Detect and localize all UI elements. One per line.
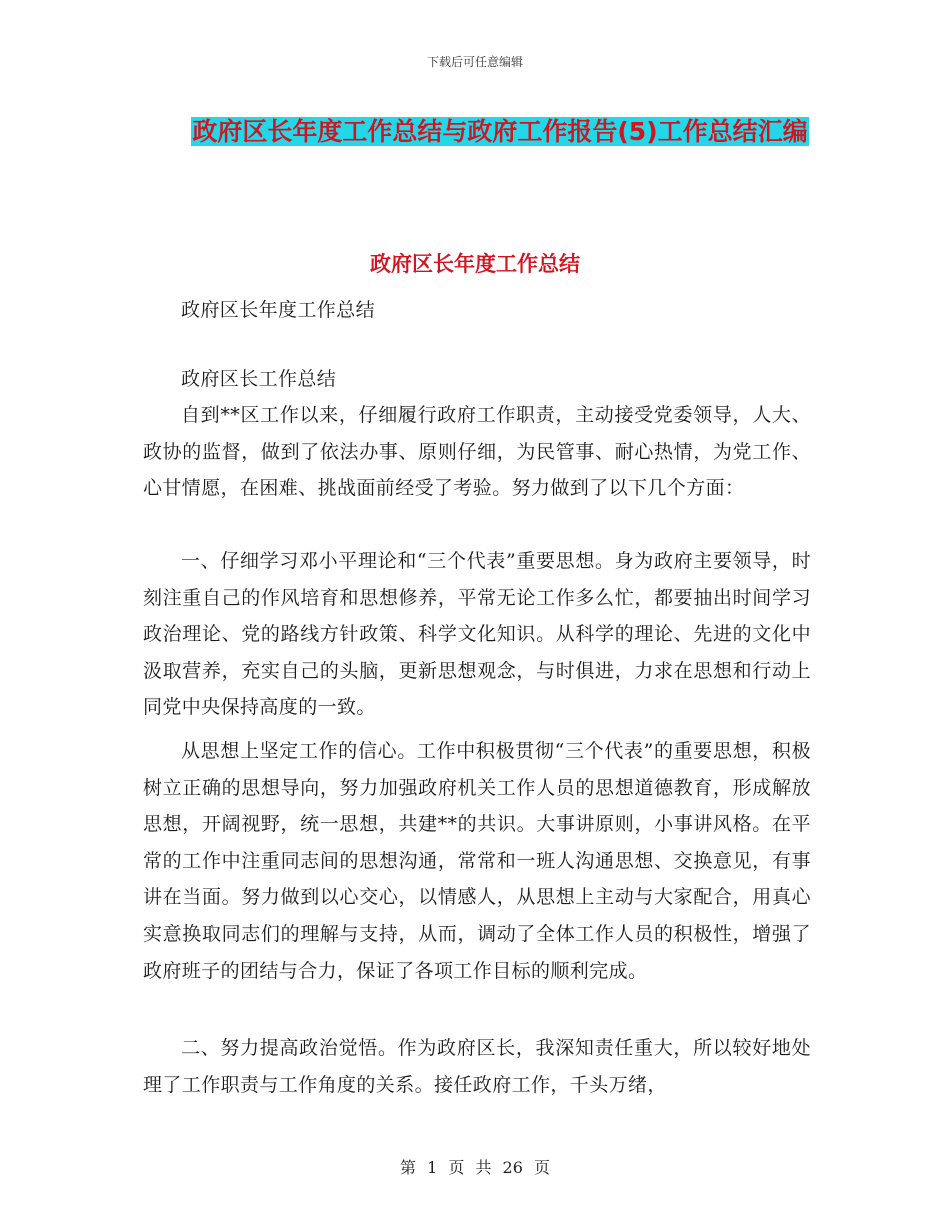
paragraph-body: 一、仔细学习邓小平理论和“三个代表”重要思想。身为政府主要领导，时刻注重自己的作风培育和思想修养，平常无论工作多么忙，都要抽出时间学习政治理论、党的路线方针政策、科学文化知识。从科学的理论、先进的文化中汲取营养，充实自己的头脑，更新思想观念，与时俱进，力求在思想和行动上同党中央保持高度的一致。 [143, 550, 811, 719]
paragraph-body: 从思想上坚定工作的信心。工作中积极贯彻“三个代表”的重要思想，积极树立正确的思想导向，努力加强政府机关工作人员的思想道德教育，形成解放思想，开阔视野，统一思想，共建**的共识。大事讲原则，小事讲风格。在平常的工作中注重同志间的思想沟通，常常和一班人沟通思想、交换意见，有事讲在当面。努力做到以心交心，以情感人，从思想上主动与大家配合，用真心实意换取同志们的理解与支持，从而，调动了全体工作人员的积极性，增强了政府班子的团结与合力，保证了各项工作目标的顺利完成。 [143, 740, 811, 982]
document-title [180, 110, 820, 154]
section-title: 政府区长年度工作总结 [370, 252, 580, 276]
page-header-note: 下载后可任意编辑 [426, 55, 523, 69]
page-number: 第 1 页 共 26 页 [400, 1158, 550, 1177]
paragraph-body: 二、努力提高政治觉悟。作为政府区长，我深知责任重大，所以较好地处理了工作职责与工作角度的关系。接任政府工作，千头万绪， [143, 1037, 811, 1096]
paragraph-body: 自到**区工作以来，仔细履行政府工作职责，主动接受党委领导，人大、政协的监督，做到了依法办事、原则仔细，为民管事、耐心热情，为党工作、心甘情愿，在困难、挑战面前经受了考验。努力做到了以下几个方面： [143, 404, 811, 500]
document-title-text: 政府区长年度工作总结与政府工作报告(5)工作总结汇编 [192, 117, 808, 146]
paragraph-subtitle: 政府区长年度工作总结 [181, 299, 376, 321]
paragraph-heading: 政府区长工作总结 [181, 368, 337, 390]
